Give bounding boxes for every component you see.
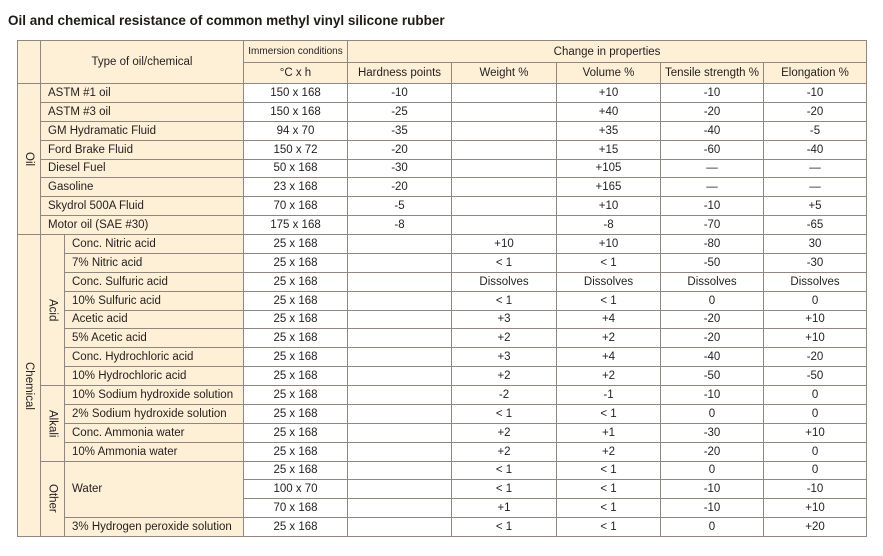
volume-change-value: +15	[557, 140, 661, 159]
tensile-strength-change-value: Dissolves	[661, 272, 764, 291]
type-of-oil-chemical-header: Type of oil/chemical	[41, 41, 244, 84]
elongation-change-value: 0	[764, 442, 867, 461]
immersion-condition-value: 150 x 168	[244, 102, 348, 121]
volume-change-value: +10	[557, 84, 661, 103]
hardness-change-value	[348, 423, 452, 442]
oil-name: Gasoline	[41, 178, 244, 197]
tensile-strength-change-value: -70	[661, 216, 764, 235]
oil-name: GM Hydramatic Fluid	[41, 121, 244, 140]
immersion-condition-value: 25 x 168	[244, 442, 348, 461]
volume-change-value: < 1	[557, 291, 661, 310]
chemical-name: 2% Sodium hydroxide solution	[65, 404, 244, 423]
hardness-change-value	[348, 442, 452, 461]
elongation-header: Elongation %	[764, 63, 867, 84]
table-row	[18, 518, 867, 537]
weight-change-value	[452, 84, 557, 103]
elongation-change-value: +5	[764, 197, 867, 216]
hardness-change-value	[348, 518, 452, 537]
hardness-change-value	[348, 235, 452, 254]
table-row	[18, 386, 867, 405]
immersion-condition-value: 23 x 168	[244, 178, 348, 197]
volume-change-value: -1	[557, 386, 661, 405]
acid-group	[41, 235, 65, 386]
hardness-change-value	[348, 310, 452, 329]
immersion-condition-value: 25 x 168	[244, 310, 348, 329]
volume-change-value: +2	[557, 442, 661, 461]
tensile-strength-change-value: -20	[661, 102, 764, 121]
tensile-strength-change-value: -20	[661, 442, 764, 461]
elongation-change-value: -10	[764, 480, 867, 499]
elongation-change-value: +10	[764, 310, 867, 329]
weight-change-value	[452, 159, 557, 178]
chemical-name: 7% Nitric acid	[65, 253, 244, 272]
immersion-condition-value: 25 x 168	[244, 329, 348, 348]
table-body	[18, 84, 867, 537]
table-row	[18, 423, 867, 442]
oil-category-label: Oil	[23, 151, 35, 167]
table-row	[18, 291, 867, 310]
weight-change-value: < 1	[452, 291, 557, 310]
volume-change-value: +2	[557, 367, 661, 386]
immersion-condition-value: 25 x 168	[244, 348, 348, 367]
elongation-change-value: +10	[764, 423, 867, 442]
tensile-strength-change-value: -20	[661, 329, 764, 348]
elongation-change-value: +10	[764, 499, 867, 518]
tensile-strength-change-value: -50	[661, 253, 764, 272]
immersion-condition-value: 70 x 168	[244, 197, 348, 216]
elongation-change-value: -20	[764, 348, 867, 367]
tensile-strength-change-value: -30	[661, 423, 764, 442]
table-row	[18, 84, 867, 103]
tensile-strength-change-value: -80	[661, 235, 764, 254]
chemical-name: 5% Acetic acid	[65, 329, 244, 348]
hardness-change-value: -20	[348, 140, 452, 159]
oil-name: Motor oil (SAE #30)	[41, 216, 244, 235]
immersion-condition-value: 150 x 168	[244, 84, 348, 103]
tensile-strength-change-value: -10	[661, 386, 764, 405]
weight-change-value	[452, 121, 557, 140]
elongation-change-value: -10	[764, 84, 867, 103]
elongation-change-value: -50	[764, 367, 867, 386]
tensile-strength-change-value: 0	[661, 404, 764, 423]
elongation-change-value: Dissolves	[764, 272, 867, 291]
chemical-category-label: Chemical	[23, 361, 35, 410]
weight-change-value: +3	[452, 310, 557, 329]
chemical-name: 3% Hydrogen peroxide solution	[65, 518, 244, 537]
immersion-condition-value: 25 x 168	[244, 461, 348, 480]
volume-change-value: +105	[557, 159, 661, 178]
immersion-condition-value: 25 x 168	[244, 386, 348, 405]
immersion-condition-value: 25 x 168	[244, 291, 348, 310]
oil-name: Diesel Fuel	[41, 159, 244, 178]
tensile-strength-header: Tensile strength %	[661, 63, 764, 84]
elongation-change-value: 0	[764, 291, 867, 310]
tensile-strength-change-value: -20	[661, 310, 764, 329]
table-row	[18, 102, 867, 121]
volume-change-value: +4	[557, 310, 661, 329]
weight-header: Weight %	[452, 63, 557, 84]
header-row-top	[18, 41, 867, 63]
tensile-strength-change-value: -60	[661, 140, 764, 159]
hardness-change-value	[348, 367, 452, 386]
oil-name: ASTM #3 oil	[41, 102, 244, 121]
weight-change-value: +1	[452, 499, 557, 518]
volume-change-value: < 1	[557, 461, 661, 480]
chemical-name: Water	[65, 461, 244, 518]
hardness-change-value: -8	[348, 216, 452, 235]
table-row	[18, 442, 867, 461]
weight-change-value: Dissolves	[452, 272, 557, 291]
change-in-properties-header: Change in properties	[348, 41, 867, 63]
elongation-change-value: 0	[764, 461, 867, 480]
hardness-change-value: -5	[348, 197, 452, 216]
table-row	[18, 404, 867, 423]
tensile-strength-change-value: -10	[661, 84, 764, 103]
table-row	[18, 216, 867, 235]
table-row	[18, 235, 867, 254]
immersion-condition-value: 70 x 168	[244, 499, 348, 518]
oil-name: ASTM #1 oil	[41, 84, 244, 103]
table-header	[18, 41, 867, 84]
volume-change-value: < 1	[557, 480, 661, 499]
weight-change-value: < 1	[452, 404, 557, 423]
chemical-name: Conc. Sulfuric acid	[65, 272, 244, 291]
volume-change-value: +10	[557, 235, 661, 254]
volume-change-value: < 1	[557, 518, 661, 537]
immersion-condition-value: 94 x 70	[244, 121, 348, 140]
hardness-change-value	[348, 291, 452, 310]
tensile-strength-change-value: —	[661, 178, 764, 197]
table-row	[18, 367, 867, 386]
weight-change-value: < 1	[452, 480, 557, 499]
weight-change-value: < 1	[452, 461, 557, 480]
chemical-name: 10% Sodium hydroxide solution	[65, 386, 244, 405]
chemical-name: Conc. Ammonia water	[65, 423, 244, 442]
chemical-name: Acetic acid	[65, 310, 244, 329]
table-row	[18, 348, 867, 367]
table-row	[18, 272, 867, 291]
volume-change-value: Dissolves	[557, 272, 661, 291]
table-row	[18, 197, 867, 216]
immersion-condition-value: 50 x 168	[244, 159, 348, 178]
other-group-label: Other	[46, 484, 59, 514]
weight-change-value: < 1	[452, 518, 557, 537]
elongation-change-value: +10	[764, 329, 867, 348]
hardness-change-value: -20	[348, 178, 452, 197]
immersion-condition-value: 25 x 168	[244, 253, 348, 272]
table-row	[18, 178, 867, 197]
weight-change-value: +2	[452, 329, 557, 348]
immersion-condition-value: 175 x 168	[244, 216, 348, 235]
volume-change-value: +2	[557, 329, 661, 348]
chemical-name: 10% Sulfuric acid	[65, 291, 244, 310]
hardness-change-value: -25	[348, 102, 452, 121]
hardness-change-value: -10	[348, 84, 452, 103]
chemical-name: Conc. Nitric acid	[65, 235, 244, 254]
elongation-change-value: +20	[764, 518, 867, 537]
elongation-change-value: —	[764, 178, 867, 197]
resistance-table	[17, 40, 867, 537]
hardness-change-value	[348, 480, 452, 499]
hardness-change-value	[348, 329, 452, 348]
immersion-condition-value: 25 x 168	[244, 272, 348, 291]
hardness-change-value	[348, 253, 452, 272]
elongation-change-value: -65	[764, 216, 867, 235]
volume-change-value: +10	[557, 197, 661, 216]
hardness-header: Hardness points	[348, 63, 452, 84]
other-group	[41, 461, 65, 537]
weight-change-value	[452, 140, 557, 159]
oil-name: Ford Brake Fluid	[41, 140, 244, 159]
immersion-condition-value: 25 x 168	[244, 367, 348, 386]
alkali-group	[41, 386, 65, 462]
elongation-change-value: 30	[764, 235, 867, 254]
volume-header: Volume %	[557, 63, 661, 84]
weight-change-value: +10	[452, 235, 557, 254]
volume-change-value: < 1	[557, 499, 661, 518]
weight-change-value: +3	[452, 348, 557, 367]
elongation-change-value: 0	[764, 404, 867, 423]
hardness-change-value	[348, 386, 452, 405]
elongation-change-value: —	[764, 159, 867, 178]
tensile-strength-change-value: 0	[661, 518, 764, 537]
table-row	[18, 253, 867, 272]
volume-change-value: +165	[557, 178, 661, 197]
table-row	[18, 159, 867, 178]
elongation-change-value: -40	[764, 140, 867, 159]
volume-change-value: < 1	[557, 253, 661, 272]
hardness-change-value	[348, 348, 452, 367]
tensile-strength-change-value: -10	[661, 480, 764, 499]
weight-change-value	[452, 216, 557, 235]
volume-change-value: -8	[557, 216, 661, 235]
hardness-change-value	[348, 272, 452, 291]
immersion-condition-value: 25 x 168	[244, 404, 348, 423]
immersion-conditions-header: Immersion conditions	[244, 41, 348, 63]
weight-change-value	[452, 197, 557, 216]
hardness-change-value	[348, 499, 452, 518]
elongation-change-value: 0	[764, 386, 867, 405]
weight-change-value: +2	[452, 367, 557, 386]
hardness-change-value	[348, 404, 452, 423]
acid-group-label: Acid	[46, 298, 59, 322]
table-row	[18, 140, 867, 159]
table-row	[18, 310, 867, 329]
elongation-change-value: -30	[764, 253, 867, 272]
hardness-change-value	[348, 461, 452, 480]
volume-change-value: +35	[557, 121, 661, 140]
chemical-name: Conc. Hydrochloric acid	[65, 348, 244, 367]
chemical-name: 10% Ammonia water	[65, 442, 244, 461]
immersion-unit-header: °C x h	[244, 63, 348, 84]
table-row	[18, 461, 867, 480]
tensile-strength-change-value: 0	[661, 461, 764, 480]
tensile-strength-change-value: 0	[661, 291, 764, 310]
weight-change-value: +2	[452, 442, 557, 461]
volume-change-value: < 1	[557, 404, 661, 423]
tensile-strength-change-value: -10	[661, 499, 764, 518]
hardness-change-value: -30	[348, 159, 452, 178]
weight-change-value	[452, 178, 557, 197]
oil-name: Skydrol 500A Fluid	[41, 197, 244, 216]
immersion-condition-value: 25 x 168	[244, 235, 348, 254]
chemical-category	[18, 235, 41, 537]
immersion-condition-value: 25 x 168	[244, 423, 348, 442]
volume-change-value: +4	[557, 348, 661, 367]
immersion-condition-value: 150 x 72	[244, 140, 348, 159]
volume-change-value: +40	[557, 102, 661, 121]
elongation-change-value: -20	[764, 102, 867, 121]
elongation-change-value: -5	[764, 121, 867, 140]
hardness-change-value: -35	[348, 121, 452, 140]
immersion-condition-value: 25 x 168	[244, 518, 348, 537]
header-corner-cell	[18, 41, 41, 84]
weight-change-value	[452, 102, 557, 121]
tensile-strength-change-value: -40	[661, 121, 764, 140]
tensile-strength-change-value: -40	[661, 348, 764, 367]
chemical-name: 10% Hydrochloric acid	[65, 367, 244, 386]
immersion-condition-value: 100 x 70	[244, 480, 348, 499]
oil-category	[18, 84, 41, 235]
weight-change-value: +2	[452, 423, 557, 442]
page-title: Oil and chemical resistance of common methyl vinyl silicone rubber	[8, 13, 445, 28]
volume-change-value: +1	[557, 423, 661, 442]
table-row	[18, 329, 867, 348]
weight-change-value: < 1	[452, 253, 557, 272]
table-row	[18, 121, 867, 140]
tensile-strength-change-value: —	[661, 159, 764, 178]
weight-change-value: -2	[452, 386, 557, 405]
tensile-strength-change-value: -10	[661, 197, 764, 216]
tensile-strength-change-value: -50	[661, 367, 764, 386]
alkali-group-label: Alkali	[46, 409, 59, 437]
